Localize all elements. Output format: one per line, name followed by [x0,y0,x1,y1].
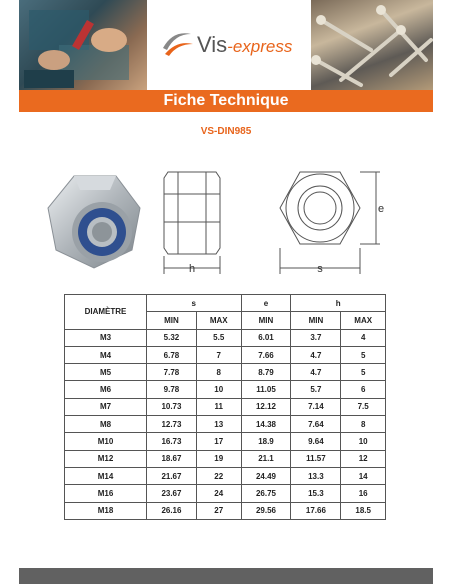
value-cell: 12.73 [147,416,197,433]
value-cell: 5.7 [291,381,341,398]
value-cell: 7.64 [291,416,341,433]
workshop-photo [19,0,147,90]
value-cell: 7.5 [341,398,386,415]
value-cell: 7.66 [241,346,291,363]
value-cell: 5.32 [147,329,197,346]
value-cell: 8 [196,364,241,381]
footer-bar [19,568,433,584]
size-cell: M7 [65,398,147,415]
value-cell: 26.16 [147,502,197,519]
width-label: s [317,263,323,275]
value-cell: 4.7 [291,346,341,363]
value-cell: 8 [341,416,386,433]
size-cell: M12 [65,450,147,467]
value-cell: 13 [196,416,241,433]
header-s: s [147,295,242,312]
value-cell: 21.67 [147,467,197,484]
size-cell: M10 [65,433,147,450]
value-cell: 29.56 [241,502,291,519]
side-view-drawing [160,164,228,276]
header-banner [19,0,433,90]
value-cell: 5 [341,364,386,381]
value-cell: 22 [196,467,241,484]
table-row [65,381,386,398]
value-cell: 7.14 [291,398,341,415]
value-cell: 24 [196,485,241,502]
value-cell: 19 [196,450,241,467]
subheader-cell: MAX [341,312,386,329]
value-cell: 16 [341,485,386,502]
value-cell: 6.01 [241,329,291,346]
subheader-cell: MIN [291,312,341,329]
page-title: Fiche Technique [19,90,433,112]
product-reference: VS-DIN985 [200,126,252,137]
subheader-cell: MAX [196,312,241,329]
screws-photo [311,0,433,90]
size-cell: M14 [65,467,147,484]
value-cell: 5.5 [196,329,241,346]
value-cell: 10.73 [147,398,197,415]
subheader-cell: MIN [241,312,291,329]
value-cell: 16.73 [147,433,197,450]
nylon-nut-photo [44,170,146,272]
value-cell: 18.67 [147,450,197,467]
value-cell: 14 [341,467,386,484]
table-row [65,485,386,502]
table-body [65,329,386,519]
table-row [65,502,386,519]
value-cell: 14.38 [241,416,291,433]
size-cell: M4 [65,346,147,363]
value-cell: 5 [341,346,386,363]
table-header-row [65,295,386,312]
header-h: h [291,295,386,312]
table-row [65,416,386,433]
value-cell: 7 [196,346,241,363]
value-cell: 3.7 [291,329,341,346]
value-cell: 13.3 [291,467,341,484]
size-cell: M8 [65,416,147,433]
subheader-cell: MIN [147,312,197,329]
vis-express-logo [159,26,309,66]
value-cell: 7.78 [147,364,197,381]
dimensions-table [64,294,386,520]
diagonal-label: e [377,203,384,215]
value-cell: 8.79 [241,364,291,381]
size-cell: M5 [65,364,147,381]
swoosh-icon [159,26,195,62]
table-row [65,433,386,450]
size-cell: M18 [65,502,147,519]
value-cell: 6.78 [147,346,197,363]
value-cell: 23.67 [147,485,197,502]
size-cell: M3 [65,329,147,346]
size-cell: M6 [65,381,147,398]
table-row [65,329,386,346]
table-row [65,467,386,484]
value-cell: 10 [341,433,386,450]
size-cell: M16 [65,485,147,502]
value-cell: 12.12 [241,398,291,415]
table-row [65,346,386,363]
table-row [65,450,386,467]
value-cell: 11 [196,398,241,415]
value-cell: 11.05 [241,381,291,398]
value-cell: 11.57 [291,450,341,467]
value-cell: 21.1 [241,450,291,467]
value-cell: 27 [196,502,241,519]
value-cell: 4.7 [291,364,341,381]
top-view-drawing [268,164,384,276]
table-row [65,398,386,415]
table-row [65,364,386,381]
value-cell: 18.5 [341,502,386,519]
value-cell: 17.66 [291,502,341,519]
value-cell: 12 [341,450,386,467]
value-cell: 24.49 [241,467,291,484]
height-label: h [188,263,196,275]
header-diametre: DIAMÈTRE [65,295,147,330]
header-e: e [241,295,291,312]
value-cell: 15.3 [291,485,341,502]
value-cell: 10 [196,381,241,398]
value-cell: 26.75 [241,485,291,502]
value-cell: 4 [341,329,386,346]
value-cell: 9.78 [147,381,197,398]
value-cell: 6 [341,381,386,398]
value-cell: 18.9 [241,433,291,450]
value-cell: 9.64 [291,433,341,450]
logo-text: Vis-express [197,32,293,57]
value-cell: 17 [196,433,241,450]
